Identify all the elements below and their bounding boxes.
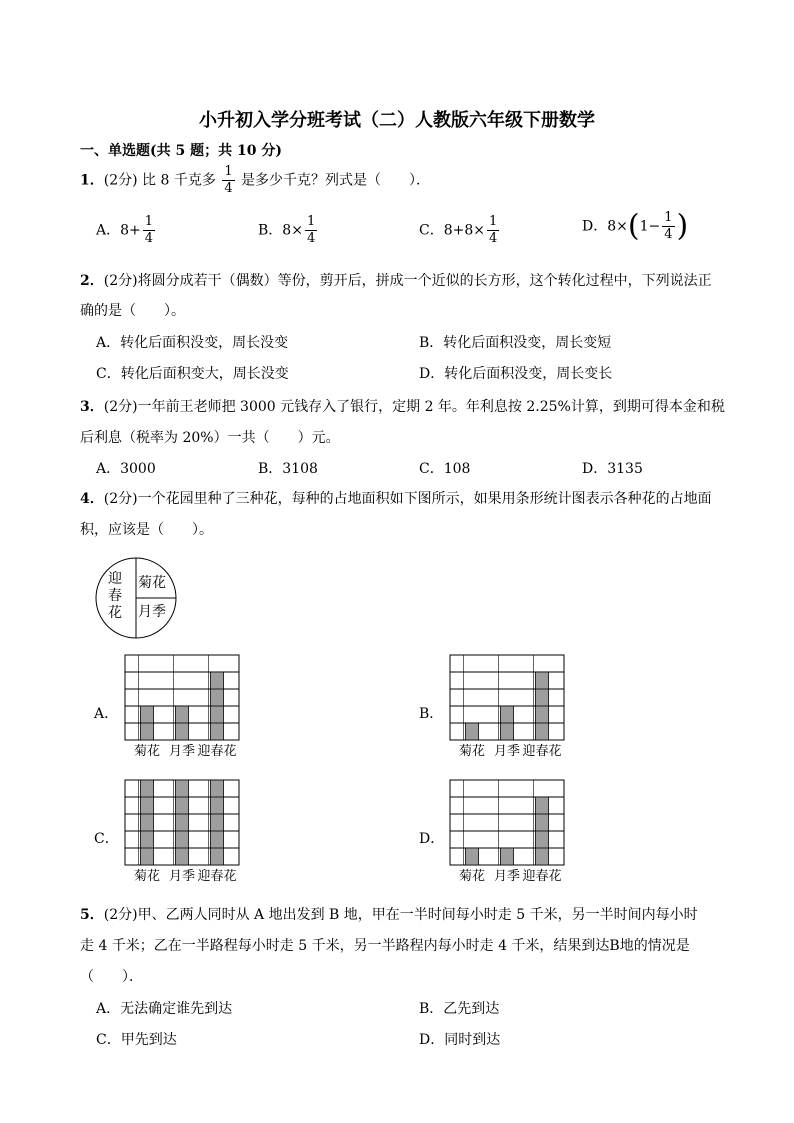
category-label: 月季	[493, 744, 521, 759]
q2-option-d[interactable]: D．转化后面积没变，周长变长	[419, 366, 613, 382]
pie-label-left: 迎春花	[108, 571, 122, 621]
question-4-line2: 积，应该是（ ）。	[80, 522, 213, 538]
bar-菊花	[466, 723, 479, 740]
bar-月季	[176, 780, 189, 865]
question-3: 3．(2分)一年前王老师把 3000 元钱存入了银行，定期 2 年。年利息按 2.25%计算，到期可得本金和税	[80, 399, 725, 415]
bar-chart-d	[447, 778, 567, 886]
bar-chart-c	[122, 778, 242, 886]
pie-label-bottom-right: 月季	[138, 604, 166, 620]
question-2: 2．(2分)将圆分成若干（偶数）等份，剪开后，拼成一个近似的长方形，这个转化过程中，下列说法正	[80, 273, 712, 289]
page-title: 小升初入学分班考试（二）人教版六年级下册数学	[199, 110, 595, 131]
bar-chart-b	[447, 653, 567, 761]
q4-option-c[interactable]: C．	[94, 831, 119, 847]
question-5-line2: 走 4 千米；乙在一半路程每小时走 5 千米，另一半路程内每小时走 4 千米，结果到达B地的情况是	[80, 938, 690, 954]
q4-option-d[interactable]: D．	[419, 831, 445, 847]
q1-option-b[interactable]: B．8× $\frac{1}{4}$	[258, 214, 316, 246]
q4-option-a[interactable]: A．	[94, 706, 119, 722]
q3-option-a[interactable]: A．3000	[96, 461, 156, 477]
bar-chart-a	[122, 653, 242, 761]
question-5: 5．(2分)甲、乙两人同时从 A 地出发到 B 地，甲在一半时间每小时走 5 千米，另一半时间内每小时	[80, 907, 698, 923]
q3-option-b[interactable]: B．3108	[258, 461, 318, 477]
category-label: 菊花	[133, 869, 161, 884]
question-5-line3: （ ）．	[80, 969, 143, 985]
q1-text-pre: 比 8 千克多	[142, 172, 216, 189]
question-1	[80, 164, 430, 197]
pie-label-top-right: 菊花	[138, 575, 166, 591]
q5-option-b[interactable]: B．乙先到达	[419, 1001, 500, 1017]
q1-option-a[interactable]: A．8+ $\frac{1}{4}$	[96, 214, 154, 246]
q5-option-c[interactable]: C．甲先到达	[96, 1032, 177, 1048]
q5-option-d[interactable]: D．同时到达	[419, 1032, 501, 1048]
q3-option-d[interactable]: D．3135	[582, 461, 643, 477]
bar-月季	[501, 848, 514, 865]
q1-option-d[interactable]: D．8×(1− $\frac{1}{4}$ )	[582, 208, 689, 244]
q2-option-a[interactable]: A．转化后面积没变，周长没变	[96, 335, 289, 351]
category-label: 菊花	[458, 869, 486, 884]
q3-option-c[interactable]: C．108	[419, 461, 471, 477]
category-label: 菊花	[133, 744, 161, 759]
q1-text-post: 是多少千克？列式是（ ）．	[241, 172, 431, 189]
category-label: 月季	[493, 869, 521, 884]
area-pie-diagram	[93, 555, 179, 641]
bar-菊花	[141, 780, 154, 865]
bar-菊花	[466, 848, 479, 865]
category-label: 菊花	[458, 744, 486, 759]
question-4: 4．(2分)一个花园里种了三种花，每种的占地面积如下图所示，如果用条形统计图表示各种花的占地面	[80, 491, 712, 507]
category-label: 月季	[168, 744, 196, 759]
category-label: 月季	[168, 869, 196, 884]
q5-option-a[interactable]: A．无法确定谁先到达	[96, 1001, 233, 1017]
question-2-line2: 确的是（ ）。	[80, 303, 185, 319]
category-label: 迎春花	[197, 869, 237, 884]
q1-option-c[interactable]: C．8+8× $\frac{1}{4}$	[419, 214, 498, 246]
category-label: 迎春花	[197, 744, 237, 759]
category-label: 迎春花	[522, 869, 562, 884]
question-3-line2: 后利息（税率为 20%）一共（ ）元。	[80, 430, 340, 446]
q1-number: 1．	[80, 172, 104, 189]
q2-option-c[interactable]: C．转化后面积变大，周长没变	[96, 366, 289, 382]
q4-option-b[interactable]: B．	[419, 706, 444, 722]
q1-score: (2分)	[103, 172, 138, 189]
q1-fraction: $\frac{1}{4}$	[224, 164, 233, 196]
q2-option-b[interactable]: B．转化后面积没变，周长变短	[419, 335, 612, 351]
section-heading: 一、单选题(共 5 题；共 10 分)	[80, 143, 282, 159]
bar-迎春花	[211, 780, 224, 865]
category-label: 迎春花	[522, 744, 562, 759]
